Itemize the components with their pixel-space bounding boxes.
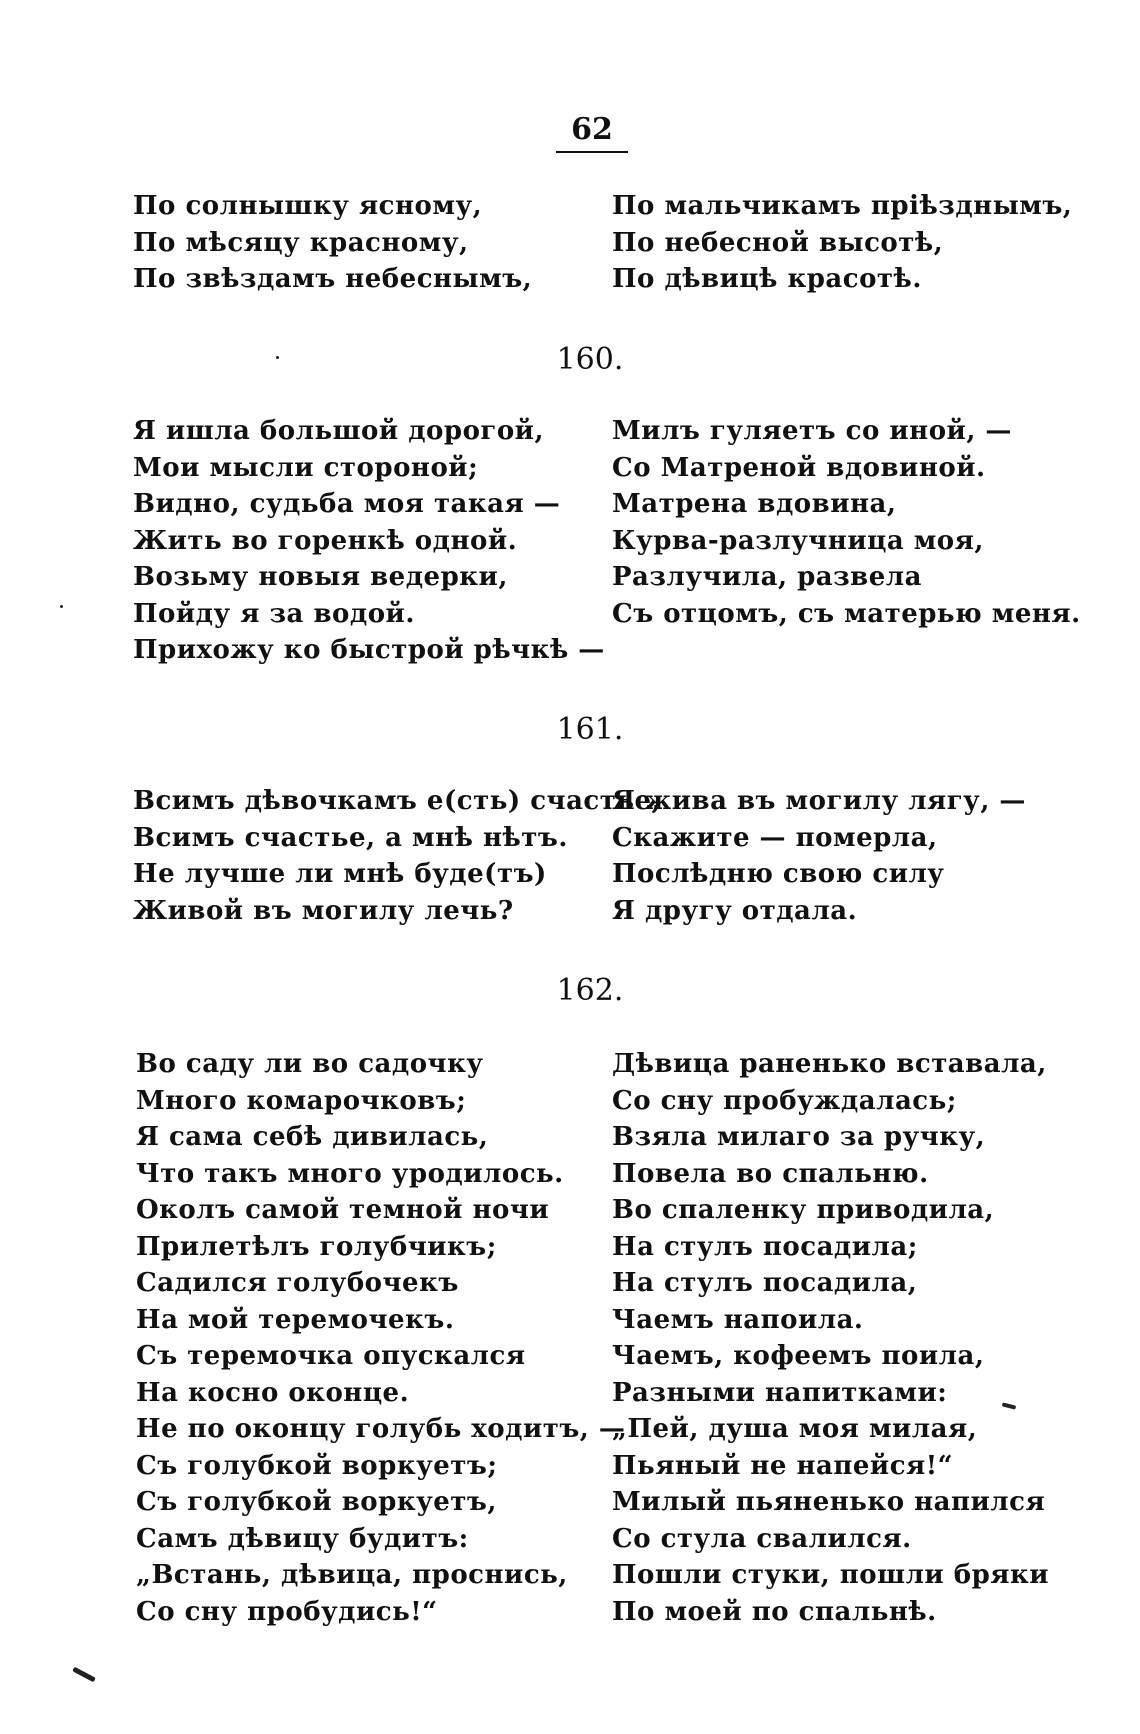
- song-number-162: 162.: [556, 973, 624, 1008]
- verse-line: Послѣдню свою силу: [612, 859, 945, 889]
- verse-line: Со стула свалился.: [612, 1523, 912, 1554]
- verse-line: Во саду ли во садочку: [136, 1049, 484, 1079]
- verse-line: По мальчикамъ прiѣзднымъ,: [612, 191, 1073, 221]
- verse-line: Съ голубкой воркуетъ,: [136, 1487, 497, 1517]
- verse-line: Повела во спальню.: [612, 1158, 929, 1189]
- verse-line: Съ теремочка опускался: [136, 1341, 526, 1371]
- top-stanza-left: [133, 188, 532, 298]
- verse-line: Садился голубочекъ: [136, 1268, 459, 1298]
- verse-line: По мѣсяцу красному,: [133, 227, 469, 258]
- verse-line: Съ голубкой воркуетъ;: [136, 1450, 498, 1481]
- verse-line: Я жива въ могилу лягу, —: [612, 786, 1026, 816]
- verse-line: Со Матреной вдовиной.: [612, 452, 986, 483]
- verse-line: По солнышку ясному,: [133, 191, 483, 221]
- verse-line: Много комарочковъ;: [136, 1085, 467, 1116]
- verse-line: На стулъ посадила;: [612, 1231, 918, 1262]
- verse-line: Всимъ счастье, а мнѣ нѣтъ.: [133, 822, 568, 853]
- ink-speck: [60, 605, 63, 608]
- verse-line: Возьму новыя ведерки,: [133, 562, 508, 592]
- song-161-left: [133, 783, 661, 929]
- verse-line: Околъ самой темной ночи: [136, 1195, 550, 1225]
- verse-line: По небесной высотѣ,: [612, 227, 944, 258]
- verse-line: Я другу отдала.: [612, 895, 858, 926]
- song-160-right: [612, 413, 1081, 632]
- verse-line: По моей по спальнѣ.: [612, 1596, 937, 1627]
- verse-line: Прилетѣлъ голубчикъ;: [136, 1231, 497, 1262]
- verse-line: По дѣвицѣ красотѣ.: [612, 264, 922, 294]
- verse-line: Курва-разлучница моя,: [612, 525, 984, 556]
- verse-line: Пойду я за водой.: [133, 598, 415, 629]
- verse-line: По звѣздамъ небеснымъ,: [133, 264, 533, 294]
- top-stanza-right: [612, 188, 1072, 298]
- verse-line: „Встань, дѣвица, проснись,: [136, 1560, 568, 1590]
- verse-line: На стулъ посадила,: [612, 1268, 918, 1298]
- verse-line: Мои мысли стороной;: [133, 452, 479, 483]
- verse-line: На косно оконце.: [136, 1377, 410, 1408]
- verse-line: Со сну пробуждалась;: [612, 1085, 957, 1116]
- verse-line: Чаемъ, кофеемъ поила,: [612, 1341, 985, 1371]
- verse-line: Матрена вдовина,: [612, 489, 897, 519]
- verse-line: Милъ гуляетъ со иной, —: [612, 416, 1012, 446]
- verse-line: Живой въ могилу лечь?: [133, 895, 514, 926]
- verse-line: Всимъ дѣвочкамъ е(сть) счастье,: [133, 786, 662, 816]
- verse-line: Жить во горенкѣ одной.: [133, 525, 518, 556]
- verse-line: Не по оконцу голубь ходитъ, —: [136, 1414, 626, 1444]
- verse-line: Я ишла большой дорогой,: [133, 416, 545, 446]
- verse-line: Пьяный не напейся!“: [612, 1450, 954, 1481]
- verse-line: Дѣвица раненько вставала,: [612, 1049, 1047, 1079]
- verse-line: Взяла милаго за ручку,: [612, 1122, 986, 1152]
- verse-line: Не лучше ли мнѣ буде(тъ): [133, 859, 547, 889]
- verse-line: Скажите — померла,: [612, 822, 938, 853]
- song-161-right: [612, 783, 1026, 929]
- verse-line: Разлучила, развела: [612, 562, 922, 592]
- verse-line: Во спаленку приводила,: [612, 1195, 995, 1225]
- song-162-left: [136, 1046, 625, 1630]
- verse-line: Что такъ много уродилось.: [136, 1158, 564, 1189]
- verse-line: Видно, судьба моя такая —: [133, 489, 561, 519]
- verse-line: Милый пьяненько напился: [612, 1487, 1046, 1517]
- verse-line: Чаемъ напоила.: [612, 1304, 864, 1335]
- verse-line: Со сну пробудись!“: [136, 1596, 438, 1627]
- page-number: 62: [556, 112, 628, 153]
- song-162-right: [612, 1046, 1049, 1630]
- verse-line: „Пей, душа моя милая,: [612, 1414, 978, 1444]
- verse-line: На мой теремочекъ.: [136, 1304, 455, 1335]
- ink-speck: [276, 356, 279, 359]
- verse-line: Я сама себѣ дивилась,: [136, 1122, 489, 1152]
- verse-line: Самъ дѣвицу будитъ:: [136, 1523, 469, 1554]
- ink-speck: [72, 1667, 96, 1683]
- song-number-160: 160.: [556, 342, 624, 377]
- verse-line: Пошли стуки, пошли бряки: [612, 1560, 1050, 1590]
- verse-line: Съ отцомъ, съ матерью меня.: [612, 598, 1081, 629]
- verse-line: Разными напитками:: [612, 1377, 948, 1408]
- song-160-left: [133, 413, 605, 669]
- song-number-161: 161.: [556, 712, 624, 747]
- verse-line: Прихожу ко быстрой рѣчкѣ —: [133, 635, 605, 665]
